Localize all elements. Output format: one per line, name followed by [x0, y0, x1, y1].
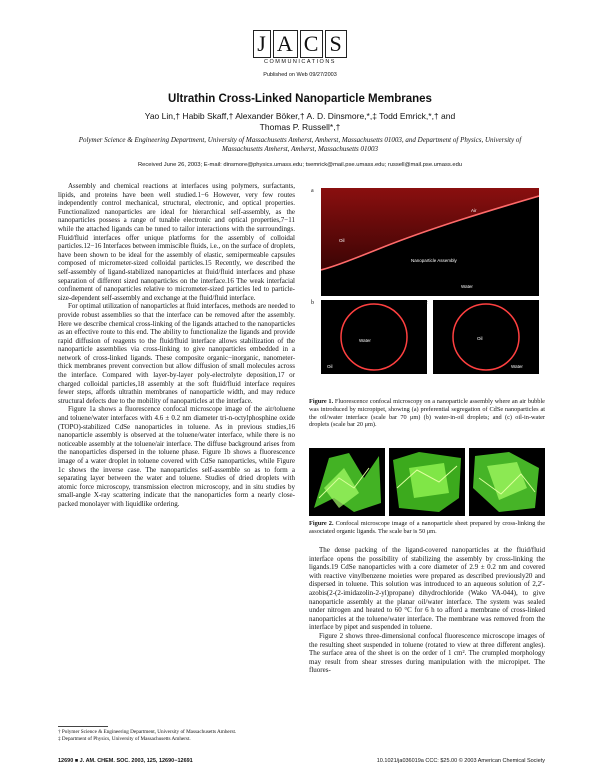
- figure-1: [309, 182, 545, 398]
- author-line: Yao Lin,† Habib Skaff,† Alexander Böker,† A. D. Dinsmore,*,‡ Todd Emrick,*,† and: [144, 111, 456, 121]
- footer-doi: 10.1021/ja036019a CCC: $25.00 © 2003 American Chemical Society: [376, 758, 545, 764]
- author-line: Thomas P. Russell*,†: [259, 122, 341, 132]
- label-water-c: Water: [511, 364, 523, 369]
- panel-label-a: a: [311, 188, 314, 194]
- caption-text: Fluorescence confocal microscopy on a nanoparticle assembly where an air bubble was introduced by micropipet, showing (a) preferential segregation of CdSe nanoparticles at the oil/water interface (scale bar 70 μm) (b) water-in-oil droplets; and (c) oil-in-water droplets (scale bar 20 μm).: [309, 398, 545, 429]
- panel-label-c: c: [425, 300, 428, 306]
- figure-1-caption: [309, 398, 545, 429]
- figure-1c-image: [433, 300, 539, 374]
- caption-text: Confocal microscope image of a nanoparticle sheet prepared by cross-linking the associated organic ligands. The scale bar is 50 μm.: [309, 520, 545, 535]
- paragraph: Figure 2 shows three-dimensional confocal fluorescence microscope images of the resulting sheet suspended in toluene (rotated to view at three different angles). The surface area of the sheet is on the order of 1 cm². The crumpled morphology may result from shear stresses during manipulation with the micropipet. The fluores-: [309, 631, 545, 675]
- published-date: Published on Web 09/27/2003: [263, 72, 337, 78]
- received-line: Received June 26, 2003; E-mail: dinsmore@physics.umass.edu; tsemrick@mail.pse.umass.edu; russell@mail.pse.umass.edu: [137, 162, 463, 168]
- membrane-image: [469, 448, 545, 516]
- logo-text: J A C S: [0, 30, 600, 58]
- affiliation: Polymer Science & Engineering Department, University of Massachusetts Amherst, Amherst, Massachusetts 01003, and Department of Physics, University of Massachusetts Amherst, Amherst, Massachusetts 01003: [78, 136, 522, 153]
- figure-2-image: [389, 448, 465, 516]
- footnote: ‡ Department of Physics, University of Massachusetts Amherst.: [58, 735, 191, 742]
- author-list: [0, 111, 600, 133]
- label-air: Air: [471, 208, 477, 213]
- footnotes: [58, 729, 295, 742]
- label-water: Water: [461, 284, 473, 289]
- journal-logo: [0, 30, 600, 65]
- caption-label: Figure 1.: [309, 398, 334, 405]
- caption-label: Figure 2.: [309, 520, 334, 527]
- figure-1a-image: [321, 188, 539, 296]
- paragraph: Assembly and chemical reactions at interfaces using polymers, surfactants, lipids, and proteins have been well studied.1−6 However, very few routes independently control mechanical, structural, electronic, and optical properties. Functionalized nanoparticles are ideal for hierarchical self-assembly, as the nanoparticles possess a range of tunable electronic and optical properties,7−11 while the attached ligands can be tuned to tailor interactions with the surroundings. Fluid/fluid interfaces offer unique platforms for the assembly of colloidal particles.12−16 Interfaces between immiscible fluids, i.e., on the surface of droplets, have been shown to be ideal for the assembly of elastic, semipermeable capsules composed of micrometer-sized colloidal particles.15 Recently, we described the self-assembly of ligand-stabilized nanoparticles at fluid/fluid interfaces and phase separation of different sized nanoparticles on the interface.16 The weak interfacial confinement of nanoparticles relative to micrometer-sized particles led to particle-size-dependent self-assembly and exchange at the fluid/fluid interface.: [58, 182, 295, 302]
- membrane-image: [309, 448, 385, 516]
- label-assembly: Nanoparticle Assembly: [411, 258, 457, 263]
- page-footer: [58, 758, 545, 764]
- droplet-image: [321, 300, 427, 374]
- footer-citation: 12690 ■ J. AM. CHEM. SOC. 2003, 125, 12690−12691: [58, 758, 193, 764]
- figure-2-caption: [309, 520, 545, 536]
- article-title: Ultrathin Cross-Linked Nanoparticle Membranes: [168, 93, 432, 105]
- figure-2-image: [309, 448, 385, 516]
- interface-image: [321, 188, 539, 296]
- paragraph: For optimal utilization of nanoparticles at fluid interfaces, methods are needed to provide robust assemblies so that the interface can be removed after the assembly. Here we describe chemical cross-linking of the ligands attached to the nanoparticles as an effective route to this end. The ability to functionalize the ligands and provide rapid diffusion of reagents to the fluid/fluid interface allows stabilization of the nanoparticle assemblies via cross-linking to give nanoparticles embedded in a network of cross-linked ligands. These composite organic−inorganic, nanometer-thick membranes prevent convection but allow diffusion of small molecules across the interface. Compared with layer-by-layer poly-electrolyte deposition,17 or charged colloidal particles,18 assembly at the soft fluid/fluid interface requires fewer steps, affords ultrathin membranes of nanoparticle width, and may reduce structural defects due to the mobility of nanoparticles at the interface.: [58, 302, 295, 405]
- figure-2-image: [469, 448, 545, 516]
- logo-subtitle: COMMUNICATIONS: [264, 59, 336, 65]
- droplet-image: [433, 300, 539, 374]
- paragraph: The dense packing of the ligand-covered nanoparticles at the fluid/fluid interface opens the possibility of stabilizing the assembly by cross-linking the ligands.19 CdSe nanoparticles with a core diameter of 2.9 ± 0.2 nm and covered with reactive vinylbenzene moieties were prepared as described previously20 and dispersed in toluene. This solution was introduced to an aqueous solution of 2,2′-azobis(2-(2-imidazolin-2-yl)propane) dihydrochloride (Wako VA-044), to give nanoparticle assembly at the planar oil/water interface. The system was sealed under nitrogen and heated to 60 °C for 6 h to afford a membrane of cross-linked nanoparticles at the toluene/water interface. The membrane was removed from the interface by pipet and suspended in toluene.: [309, 546, 545, 632]
- figure-1b-image: [321, 300, 427, 374]
- label-oil-b: Oil: [327, 364, 333, 369]
- panel-label-b: b: [311, 300, 314, 306]
- right-column: [309, 546, 545, 675]
- paragraph: Figure 1a shows a fluorescence confocal microscope image of the air/toluene and toluene/water interfaces with 4.6 ± 0.2 nm diameter tri-n-octylphosphine oxide (TOPO)-stabilized CdSe nanoparticles in toluene. As in previous studies,16 nanoparticle assembly is observed at the toluene/water interface, while there is no noticeable assembly at the toluene/air interface. The diffuse background arises from the nanoparticles dispersed in the toluene phase. Figure 1b shows a fluorescence image of a water droplet in toluene covered with CdSe nanoparticles, while Figure 1c shows the inverse case. The nanoparticles self-assemble so as to form a separating layer between the water and toluene. Studies of dried droplets with atomic force microscopy, transmission electron microscopy, and in situ studies by small-angle X-ray scattering indicate that the nanoparticles form a nearly close-packed monolayer with liquidlike ordering.: [58, 405, 295, 508]
- footnote-rule: [58, 726, 108, 727]
- figure-2: [309, 448, 545, 516]
- label-oil: Oil: [339, 238, 345, 243]
- left-column: [58, 182, 295, 509]
- label-water-b: Water: [359, 338, 371, 343]
- membrane-image: [389, 448, 465, 516]
- label-oil-c: Oil: [477, 336, 483, 341]
- footnote: † Polymer Science & Engineering Department, University of Massachusetts Amherst.: [58, 729, 237, 735]
